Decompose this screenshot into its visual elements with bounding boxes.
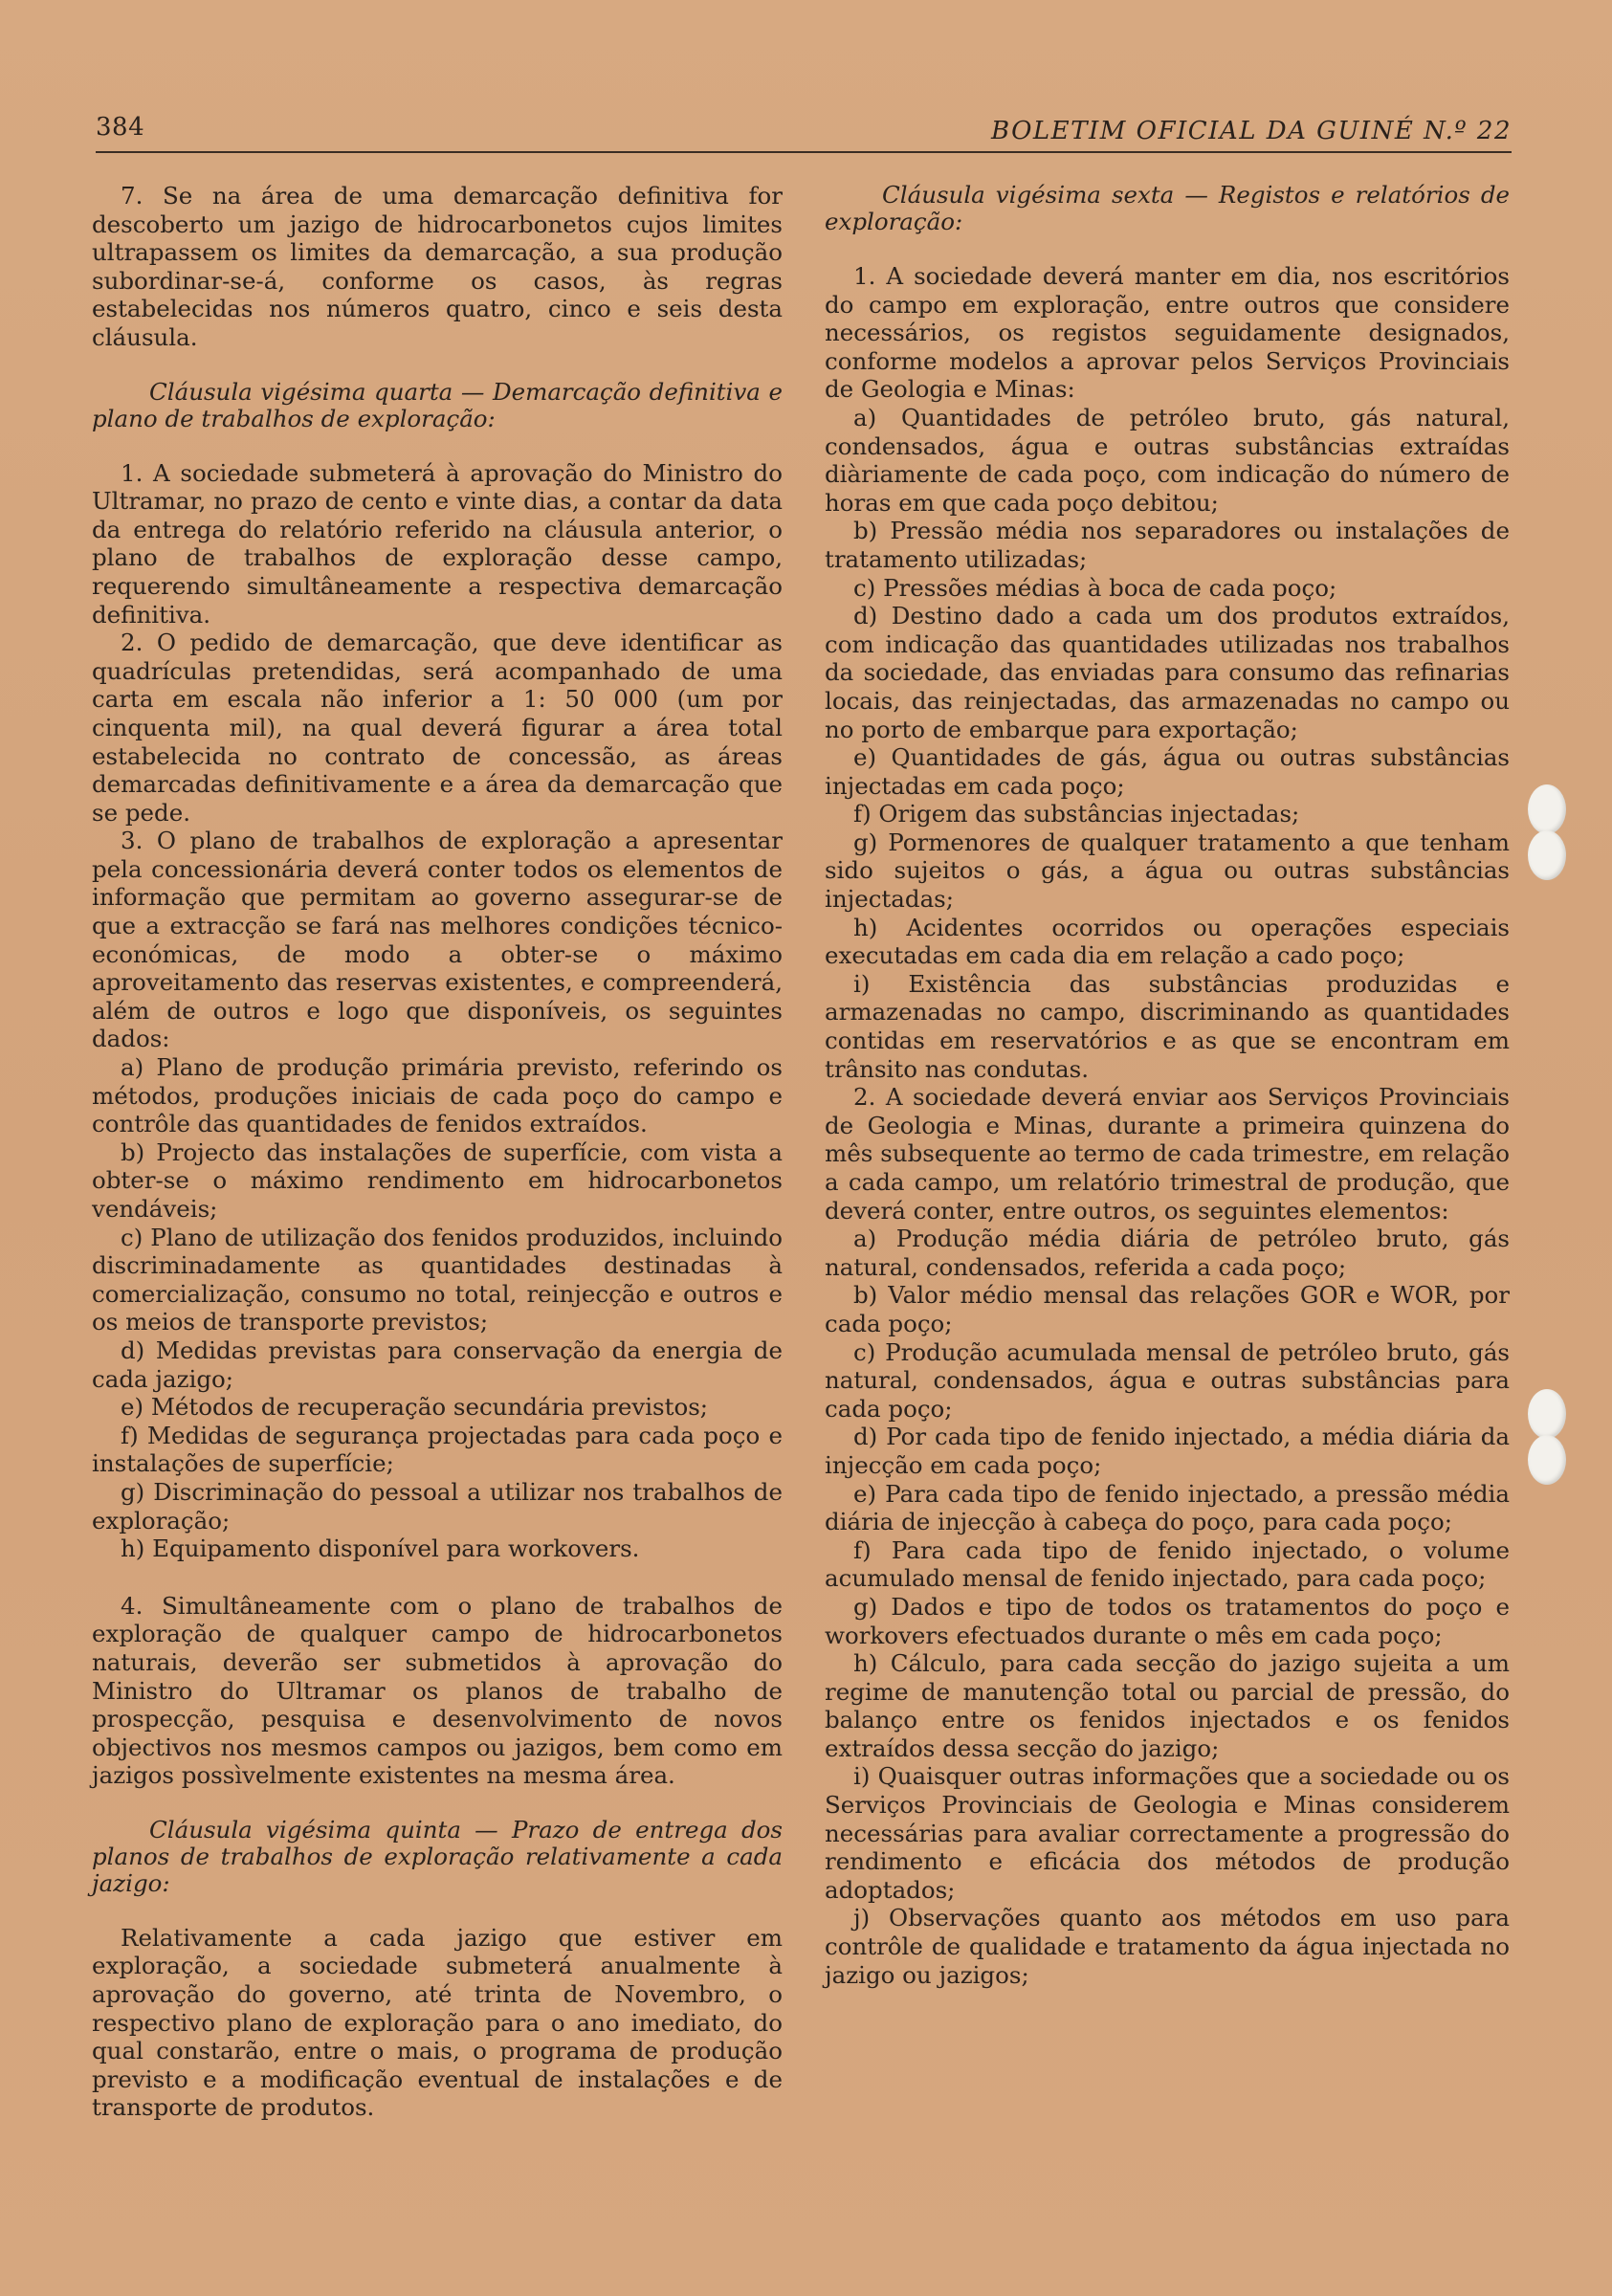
punch-hole xyxy=(1528,784,1566,834)
clause-26-2-subitem-d: d) Por cada tipo de fenido injectado, a média diária da injecção em cada poço; xyxy=(825,1423,1510,1479)
clause-24-subitem-c: c) Plano de utilização dos fenidos produzidos, incluindo discriminadamente as quantidades destinadas à comercialização, consumo no total, reinjecção e outros e os meios de transporte previstos; xyxy=(92,1223,783,1336)
clause-26-2-subitem-j: j) Observações quanto aos métodos em uso para contrôle de qualidade e tratamento da água injectada no jazigo ou jazigos; xyxy=(825,1904,1510,1989)
clause-24-item-3: 3. O plano de trabalhos de exploração a apresentar pela concessionária deverá conter todos os elementos de informação que permitam ao governo assegurar-se de que a extracção se fará nas melhores condições técnico-económicas, de modo a obter-se o máximo aproveitamento das reservas existentes, e compreenderá, além de outros e logo que disponíveis, os seguintes dados: xyxy=(92,827,783,1053)
clause-26-1-subitem-b: b) Pressão média nos separadores ou instalações de tratamento utilizadas; xyxy=(825,517,1510,573)
clause-24-subitem-a: a) Plano de produção primária previsto, referindo os métodos, produções iniciais de cada poço do campo e contrôle das quantidades de fenidos extraídos. xyxy=(92,1053,783,1138)
clause-24-subitem-d: d) Medidas previstas para conservação da energia de cada jazigo; xyxy=(92,1336,783,1393)
clause-26-1-subitem-a: a) Quantidades de petróleo bruto, gás natural, condensados, água e outras substâncias extraídas diàriamente de cada poço, com indicação do número de horas em que cada poço debitou; xyxy=(825,403,1510,517)
page-number: 384 xyxy=(96,113,145,142)
punch-hole xyxy=(1528,830,1566,880)
clause-24-item-4: 4. Simultâneamente com o plano de trabalhos de exploração de qualquer campo de hidrocarbonetos naturais, deverão ser submetidos à aprovação do Ministro do Ultramar os planos de trabalho de prospecção, pesquisa e desenvolvimento de novos objectivos nos mesmos campos ou jazigos, bem como em jazigos possìvelmente existentes na mesma área. xyxy=(92,1591,783,1790)
clause-24-subitem-b: b) Projecto das instalações de superfície, com vista a obter-se o máximo rendimento em hidrocarbonetos vendáveis; xyxy=(92,1137,783,1223)
clause-24-subitem-f: f) Medidas de segurança projectadas para cada poço e instalações de superfície; xyxy=(92,1421,783,1478)
paragraph-7: 7. Se na área de uma demarcação definitiva for descoberto um jazigo de hidrocarbonetos cujos limites ultrapassem os limites da demarcação, a sua produção subordinar-se-á, conforme os casos, às regras estabelecidas nos números quatro, cinco e seis desta cláusula. xyxy=(92,182,783,351)
clause-26-2-subitem-f: f) Para cada tipo de fenido injectado, o volume acumulado mensal de fenido injectado, para cada poço; xyxy=(825,1535,1510,1593)
clause-26-1-subitem-g: g) Pormenores de qualquer tratamento a que tenham sido sujeitos o gás, a água ou outras substâncias injectadas; xyxy=(825,828,1510,914)
clause-26-2-subitem-g: g) Dados e tipo de todos os tratamentos do poço e workovers efectuados durante o mês em cada poço; xyxy=(825,1592,1510,1649)
clause-25-body: Relativamente a cada jazigo que estiver em exploração, a sociedade submeterá anualmente à aprovação do governo, até trinta de Novembro, o respectivo plano de exploração para o ano imediato, do qual constarão, entre o mais, o programa de produção previsto e a modificação eventual de instalações e de transporte de produtos. xyxy=(92,1923,783,2122)
clause-26-2-subitem-i: i) Quaisquer outras informações que a sociedade ou os Serviços Provinciais de Geologia e Minas considerem necessárias para avaliar correctamente a progressão do rendimento e eficácia dos métodos de produção adoptados; xyxy=(825,1762,1510,1904)
clause-24-item-2: 2. O pedido de demarcação, que deve identificar as quadrículas pretendidas, será acompanhado de uma carta em escala não inferior a 1: 50 000 (um por cinquenta mil), na qual deverá figurar a área total estabelecida no contrato de concessão, as áreas demarcadas definitivamente e a área da demarcação que se pede. xyxy=(92,629,783,827)
clause-24-item-1: 1. A sociedade submeterá à aprovação do Ministro do Ultramar, no prazo de cento e vinte dias, a contar da data da entrega do relatório referido na cláusula anterior, o plano de trabalhos de exploração desse campo, requerendo simultâneamente a respectiva demarcação definitiva. xyxy=(92,458,783,629)
clause-24-heading: Cláusula vigésima quarta — Demarcação definitiva e plano de trabalhos de exploração: xyxy=(92,377,783,432)
punch-hole xyxy=(1528,1389,1566,1439)
running-title: BOLETIM OFICIAL DA GUINÉ N.º 22 xyxy=(990,117,1512,145)
clause-24-subitem-e: e) Métodos de recuperação secundária previstos; xyxy=(121,1393,709,1422)
clause-24-subitem-h: h) Equipamento disponível para workovers. xyxy=(121,1534,640,1563)
clause-26-2-subitem-e: e) Para cada tipo de fenido injectado, a pressão média diária de injecção à cabeça do poço, para cada poço; xyxy=(825,1479,1510,1536)
clause-24-subitem-g: g) Discriminação do pessoal a utilizar nos trabalhos de exploração; xyxy=(92,1477,783,1534)
clause-26-1-subitem-i: i) Existência das substâncias produzidas e armazenadas no campo, discriminando as quantidades contidas em reservatórios e as que se encontram em trânsito nas condutas. xyxy=(825,969,1510,1083)
clause-26-2-subitem-c: c) Produção acumulada mensal de petróleo bruto, gás natural, condensados, água e outras substâncias para cada poço; xyxy=(825,1337,1510,1423)
clause-26-1-subitem-d: d) Destino dado a cada um dos produtos extraídos, com indicação das quantidades utilizadas nos trabalhos da sociedade, das enviadas para consumo das refinarias locais, das reinjectadas, das armazenadas no campo ou no porto de embarque para exportação; xyxy=(825,602,1510,743)
clause-26-item-1: 1. A sociedade deverá manter em dia, nos escritórios do campo em exploração, entre outros que considere necessários, os registos seguidamente designados, conforme modelos a aprovar pelos Serviços Provinciais de Geologia e Minas: xyxy=(825,262,1510,404)
clause-26-2-subitem-h: h) Cálculo, para cada secção do jazigo sujeita a um regime de manutenção total ou parcial de pressão, do balanço entre os fenidos injectados e os fenidos extraídos dessa secção do jazigo; xyxy=(825,1649,1510,1762)
clause-26-1-subitem-h: h) Acidentes ocorridos ou operações especiais executadas em cada dia em relação a cado poço; xyxy=(825,913,1510,970)
clause-26-2-subitem-a: a) Produção média diária de petróleo bruto, gás natural, condensados, referida a cada poço; xyxy=(825,1225,1510,1281)
right-column xyxy=(825,182,1510,1989)
clause-26-heading: Cláusula vigésima sexta — Registos e relatórios de exploração: xyxy=(825,181,1510,235)
punch-hole xyxy=(1528,1435,1566,1485)
clause-25-heading: Cláusula vigésima quinta — Prazo de entrega dos planos de trabalhos de exploração relativamente a cada jazigo: xyxy=(92,1815,783,1897)
page-header xyxy=(96,113,1512,153)
clause-26-1-subitem-f: f) Origem das substâncias injectadas; xyxy=(853,800,1300,828)
clause-26-2-subitem-b: b) Valor médio mensal das relações GOR e WOR, por cada poço; xyxy=(825,1281,1510,1337)
clause-26-item-2: 2. A sociedade deverá enviar aos Serviços Provinciais de Geologia e Minas, durante a primeira quinzena do mês subsequente ao termo de cada trimestre, em relação a cada campo, um relatório trimestral de produção, que deverá conter, entre outros, os seguintes elementos: xyxy=(825,1083,1510,1225)
clause-26-1-subitem-e: e) Quantidades de gás, água ou outras substâncias injectadas em cada poço; xyxy=(825,743,1510,800)
clause-26-1-subitem-c: c) Pressões médias à boca de cada poço; xyxy=(853,573,1337,602)
left-column xyxy=(92,182,783,2122)
